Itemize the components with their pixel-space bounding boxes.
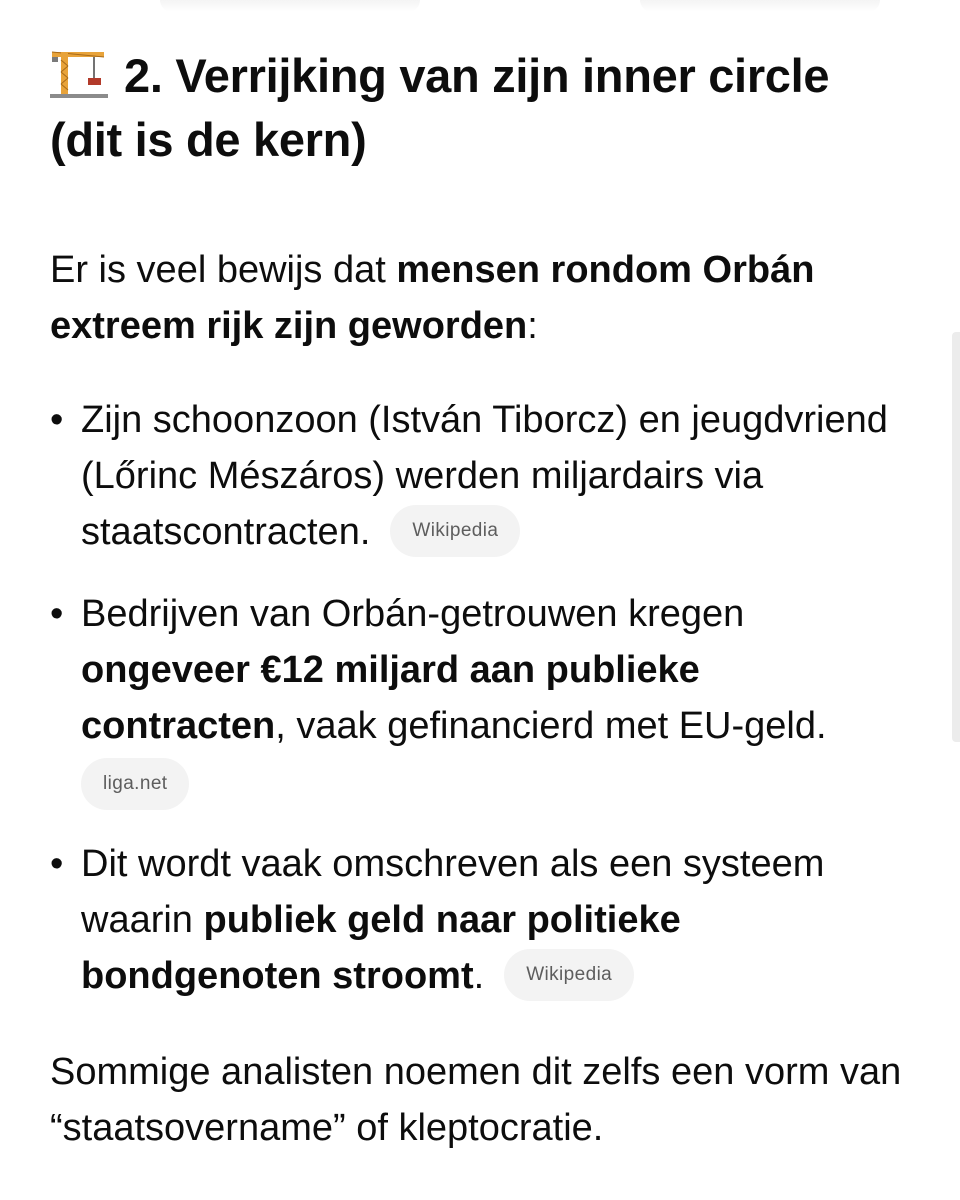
- scrollbar[interactable]: [952, 332, 960, 742]
- intro-bold: mensen rondom Orbán extreem rijk zijn geworden: [50, 249, 815, 347]
- scroll-fade-left: [160, 0, 420, 12]
- list-item: • Dit wordt vaak omschreven als een systeem waarin publiek geld naar politieke bondgenoten stroomt. Wikipedia: [50, 836, 910, 1004]
- scroll-fade-right: [640, 0, 880, 12]
- list-item: • Bedrijven van Orbán-getrouwen kregen ongeveer €12 miljard aan publieke contracten, vaak gefinancierd met EU-geld. liga.net: [50, 586, 910, 810]
- closing-paragraph: Sommige analisten noemen dit zelfs een vorm van “staatsovername” of kleptocratie.: [50, 1051, 902, 1149]
- source-chip-wikipedia[interactable]: Wikipedia: [504, 949, 634, 1001]
- construction-crane-icon: [50, 48, 108, 100]
- section-heading: 2. Verrijking van zijn inner circle (dit is de kern): [50, 49, 830, 166]
- list-item: • Zijn schoonzoon (István Tiborcz) en jeugdvriend (Lőrinc Mészáros) werden miljardairs via staatscontracten. Wikipedia: [50, 392, 910, 560]
- message-content: [50, 44, 910, 1156]
- bullet-marker: •: [50, 593, 64, 635]
- bullet-marker: •: [50, 399, 64, 441]
- source-chip-liga-net[interactable]: liga.net: [81, 758, 189, 810]
- intro-paragraph: Er is veel bewijs dat mensen rondom Orbán extreem rijk zijn geworden:: [50, 249, 815, 347]
- source-chip-wikipedia[interactable]: Wikipedia: [390, 505, 520, 557]
- bullet-list: [50, 392, 910, 1004]
- bullet-marker: •: [50, 843, 64, 885]
